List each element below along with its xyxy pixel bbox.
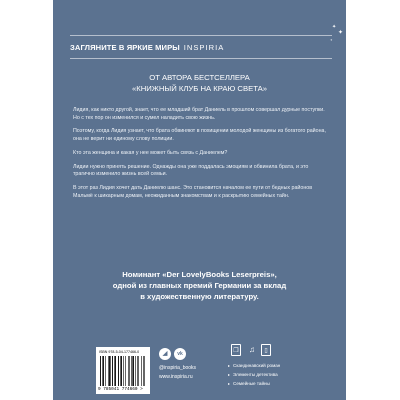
series-header	[70, 35, 332, 59]
author-line	[53, 72, 346, 94]
website-link[interactable]: www.inspiria.ru	[159, 374, 193, 380]
isbn-text: ISBN 978-5-04-177466-0	[99, 350, 140, 354]
genre-item: ▸ Элементы детектива	[228, 370, 280, 379]
vk-icon[interactable]: vk	[174, 348, 186, 360]
genre-list	[228, 361, 280, 388]
award-line-2: одной из главных премий Германии за вклад	[112, 281, 287, 290]
barcode-bars	[100, 356, 146, 386]
author-line-2: «КНИЖНЫЙ КЛУБ НА КРАЮ СВЕТА»	[131, 84, 268, 93]
music-icon: ♫	[249, 345, 255, 354]
synopsis	[73, 107, 327, 206]
brand-name: INSPIRIA	[183, 42, 225, 52]
book-icon: ❐	[231, 344, 241, 356]
genre-item: ▸ Семейные тайны	[228, 379, 280, 388]
barcode	[96, 347, 150, 394]
synopsis-paragraph: Лидия, как никто другой, знает, что ее младший брат Даниель в прошлом совершал дурные поступки. Но с тех пор он изменился и сумел наладить свою жизнь.	[73, 107, 325, 121]
telegram-icon[interactable]: ◢	[159, 348, 171, 360]
synopsis-paragraph: В этот раз Лидия хочет дать Даниелю шанс. Это становится началом ее пути от бедных районов Мальмё к шикарным домам, неожиданным знакомствам и к раскрытию семейных тайн.	[73, 185, 313, 199]
series-title: ЗАГЛЯНИТЕ В ЯРКИЕ МИРЫ	[70, 42, 180, 52]
author-line-1: ОТ АВТОРА БЕСТСЕЛЛЕРА	[149, 73, 250, 82]
footer	[53, 340, 346, 400]
award-line-1: Номинант «Der LovelyBooks Leserpreis»,	[122, 270, 277, 279]
book-back-cover: ✦ ✦ ✦ ЗАГЛЯНИТЕ В ЯРКИЕ МИРЫ INSPIRIA ОТ АВТОРА БЕСТСЕЛЛЕРА «КНИЖНЫЙ КЛУБ НА КРАЮ СВЕТА» Лидия, как никто другой, знает, что ее младший брат Даниель в прошлом совершал дурные поступки. Но с тех пор он изменился и сумел наладить свою жизнь. Поэтому, когда Лидия узнает, что брата обвиняют в похищении молодой женщины из богатого района, она не верит ни единому слову полиции. Кто эта женщина и какая у нее может быть связь с Даниелем? Лидии нужно принять решение. Однажды она уже поддалась эмоциям и обвинила брата, и это трагично изменило жизнь всей семьи. В этот раз Лидия хочет дать Даниелю шанс. Это становится началом ее пути от бедных районов Мальмё к шикарным домам, неожиданным знакомствам и к раскрытию семейных тайн. Номинант «Der LovelyBooks Leserpreis», одной из главных премий Германии за вклад в художественную литературу. ISBN 978-5-04-177466-0 9 785041 774660 > ◢ vk @inspiria_books www.inspiria.ru ❐ ♫ ▯ ▸ Скандинавский роман ▸ Элементы детектива ▸ Семейные тайны	[53, 0, 346, 400]
tablet-icon: ▯	[261, 344, 271, 356]
genre-item: ▸ Скандинавский роман	[228, 361, 280, 370]
award-line-3: в художественную литературу.	[140, 292, 259, 301]
synopsis-paragraph: Лидии нужно принять решение. Однажды она уже поддалась эмоциям и обвинила брата, и это трагично изменило жизнь всей семьи.	[73, 163, 309, 178]
synopsis-paragraph: Кто эта женщина и какая у нее может быть связь с Даниелем?	[73, 149, 228, 156]
synopsis-paragraph: Поэтому, когда Лидия узнает, что брата обвиняют в похищении молодой женщины из богатого района, она не верит ни единому слову полиции.	[73, 128, 326, 142]
award-nominee	[53, 269, 346, 302]
social-handle[interactable]: @inspiria_books	[159, 365, 197, 371]
barcode-digits: 9 785041 774660 >	[98, 387, 143, 392]
